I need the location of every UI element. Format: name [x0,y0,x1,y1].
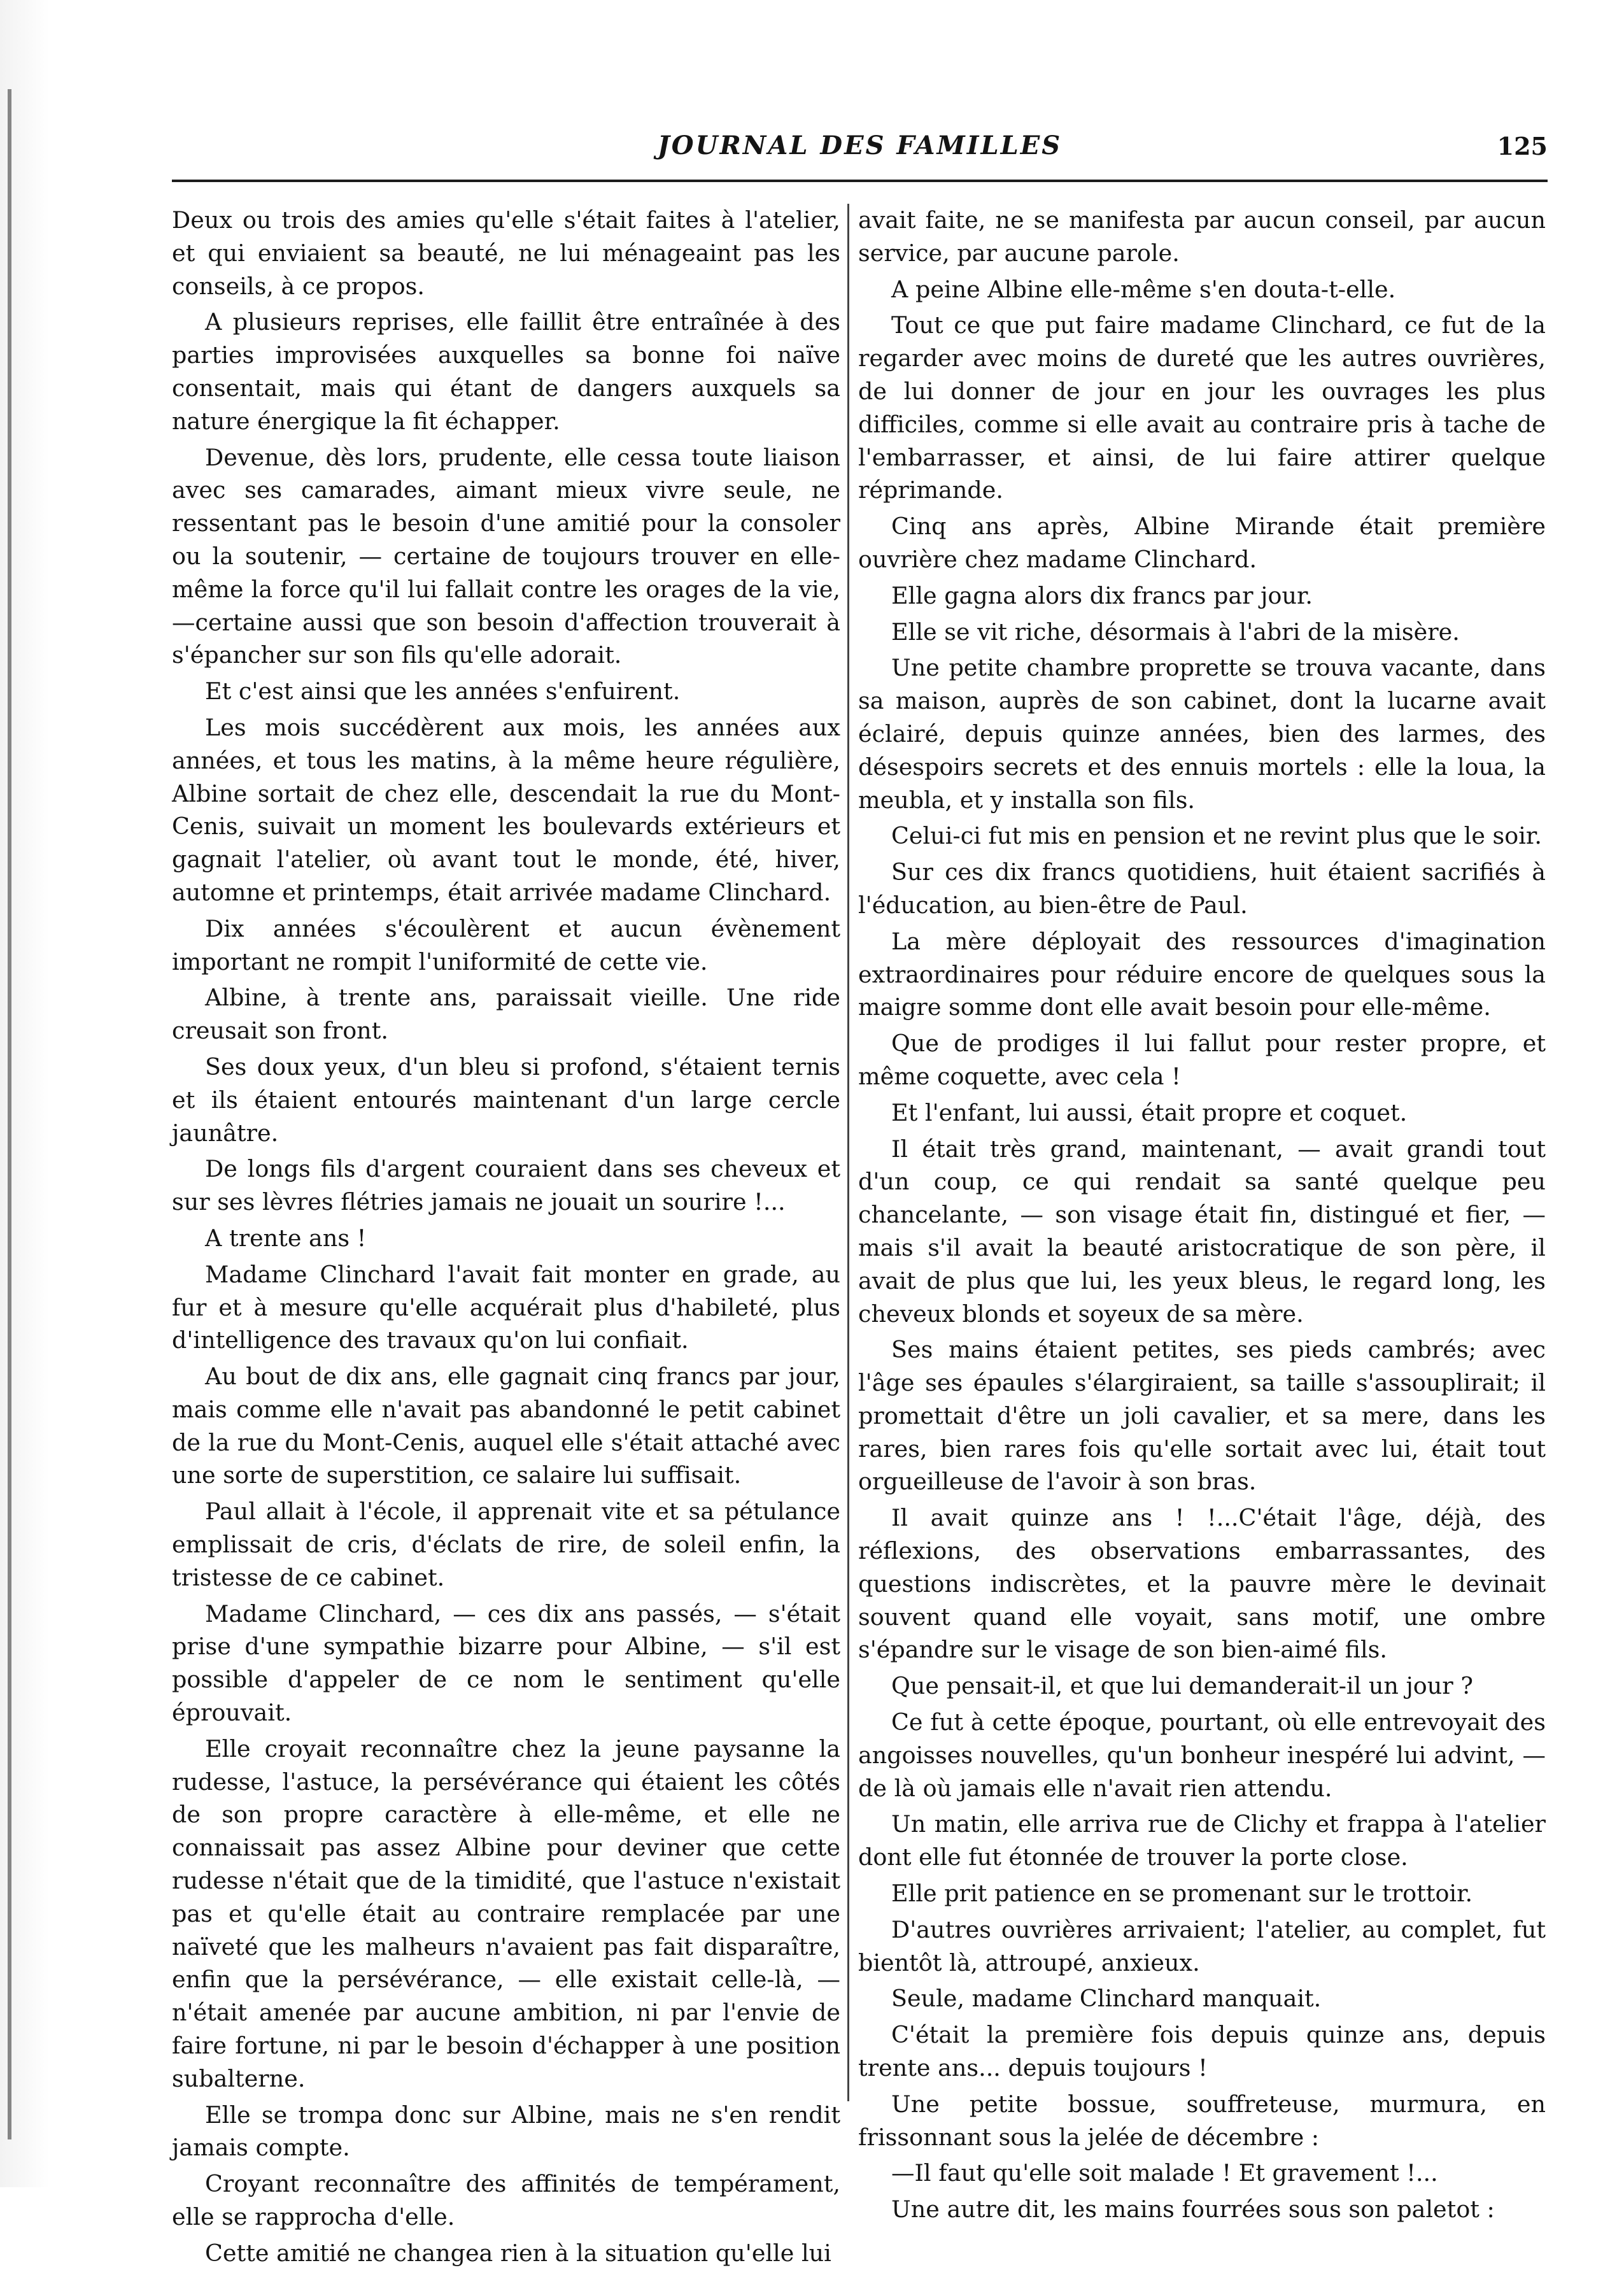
binding-edge [8,89,11,2139]
paragraph: Au bout de dix ans, elle gagnait cinq francs par jour, mais comme elle n'avait pas abandonné le petit cabinet de la rue du Mont-Cenis, auquel elle s'était attaché avec une sorte de superstition, ce salaire lui suffisait. [172,1363,840,1489]
paragraph: Devenue, dès lors, prudente, elle cessa toute liaison avec ses camarades, aimant mieux vivre seule, ne ressentant pas le besoin d'une amitié pour la consoler ou la soutenir, — certaine de toujours trouver en elle-même la force qu'il lui fallait contre les orages de la vie,—certaine aussi que son besoin d'affection trouverait à s'épancher sur son fils qu'elle adorait. [172,443,840,669]
right-column [858,204,1546,2224]
page-number: 125 [1497,132,1548,160]
paragraph: Que de prodiges il lui fallut pour rester propre, et même coquette, avec cela ! [858,1030,1546,1090]
paragraph: Que pensait-il, et que lui demanderait-il un jour ? [891,1672,1473,1700]
paragraph: Et l'enfant, lui aussi, était propre et coquet. [891,1098,1408,1126]
paragraph: Les mois succédèrent aux mois, les années aux années, et tous les matins, à la même heure régulière, Albine sortait de chez elle, descendait la rue du Mont-Cenis, suivait un moment les boulevards extérieurs et gagnait l'atelier, où avant tout le monde, été, hiver, automne et printemps, était arrivée madame Clinchard. [172,713,840,906]
paragraph: Croyant reconnaître des affinités de tempérament, elle se rapprocha d'elle. [172,2170,840,2231]
paragraph: Ses doux yeux, d'un bleu si profond, s'étaient ternis et ils étaient entourés maintenant d'un large cercle jaunâtre. [172,1053,840,1147]
paragraph: Elle se vit riche, désormais à l'abri de la misère. [891,618,1460,646]
paragraph: Sur ces dix francs quotidiens, huit étaient sacrifiés à l'éducation, au bien-être de Paul. [858,858,1546,919]
paragraph: Elle se trompa donc sur Albine, mais ne s'en rendit jamais compte. [172,2101,840,2162]
paragraph: Cinq ans après, Albine Mirande était première ouvrière chez madame Clinchard. [858,513,1546,573]
paragraph: Madame Clinchard l'avait fait monter en grade, au fur et à mesure qu'elle acquérait plus d'habileté, plus d'intelligence des travaux qu'on lui confiait. [172,1260,840,1354]
paragraph: Une petite chambre proprette se trouva vacante, dans sa maison, auprès de son cabinet, dont la lucarne avait éclairé, depuis quinze années, bien des larmes, des désespoirs secrets et des ennuis mortels : elle la loua, la meubla, et y installa son fils. [858,654,1546,814]
paragraph: Celui-ci fut mis en pension et ne revint plus que le soir. [891,822,1542,850]
paragraph: Elle croyait reconnaître chez la jeune paysanne la rudesse, l'astuce, la persévérance qui étaient les côtés de son propre caractère à elle-même, et elle ne connaissait pas assez Albine pour deviner que cette rudesse n'était que de la timidité, que l'astuce n'existait pas et qu'elle était au contraire remplacée par une naïveté que les malheurs n'avaient pas fait disparaître, enfin que la persévérance, — elle existait celle-là, — n'était amenée par aucune ambition, ni par l'envie de faire fortune, ni par le besoin d'échapper à une position subalterne. [172,1734,840,2092]
paragraph: Madame Clinchard, — ces dix ans passés, — s'était prise d'une sympathie bizarre pour Albine, — s'il est possible d'appeler de ce nom le sentiment qu'elle éprouvait. [172,1600,840,1727]
paragraph: —Il faut qu'elle soit malade ! Et gravement !... [891,2159,1438,2187]
page-header [172,131,1548,175]
paragraph: Deux ou trois des amies qu'elle s'était faites à l'atelier, et qui enviaient sa beauté, ne lui ménageaint pas les conseils, à ce propos. [172,206,840,300]
paragraph: Il avait quinze ans ! !...C'était l'âge, déjà, des réflexions, des observations embarrassantes, des questions indiscrètes, et la pauvre mère le devinait souvent quand elle voyait, sans motif, une ombre s'épandre sur le visage de son bien-aimé fils. [858,1504,1546,1664]
paragraph: Seule, madame Clinchard manquait. [891,1985,1322,2013]
paragraph: La mère déployait des ressources d'imagination extraordinaires pour réduire encore de quelques sous la maigre somme dont elle avait besoin pour elle-même. [858,927,1546,1021]
paragraph: Ce fut à cette époque, pourtant, où elle entrevoyait des angoisses nouvelles, qu'un bonheur inespéré lui advint, — de là où jamais elle n'avait rien attendu. [858,1708,1546,1802]
paragraph: Il était très grand, maintenant, — avait grandi tout d'un coup, ce qui rendait sa santé quelque peu chancelante, — son visage était fin, distingué et fier, — mais s'il avait la beauté aristocratique de son père, il avait de plus que lui, les yeux bleus, le regard long, les cheveux blonds et soyeux de sa mère. [858,1135,1546,1328]
header-rule [172,180,1548,182]
paragraph: Un matin, elle arriva rue de Clichy et frappa à l'atelier dont elle fut étonnée de trouver la porte close. [858,1810,1546,1871]
journal-title: JOURNAL DES FAMILLES [657,131,1063,160]
paragraph: Une petite bossue, souffreteuse, murmura, en frissonnant sous la jelée de décembre : [858,2090,1546,2151]
column-divider [847,204,849,2101]
paragraph: Paul allait à l'école, il apprenait vite et sa pétulance emplissait de cris, d'éclats de rire, de soleil enfin, la tristesse de ce cabinet. [172,1498,840,1591]
paragraph: Dix années s'écoulèrent et aucun évènement important ne rompit l'uniformité de cette vie. [172,914,840,975]
paragraph: D'autres ouvrières arrivaient; l'atelier, au complet, fut bientôt là, attroupé, anxieux. [858,1915,1546,1976]
paragraph: C'était la première fois depuis quinze ans, depuis trente ans... depuis toujours ! [858,2021,1546,2082]
paragraph: avait faite, ne se manifesta par aucun conseil, par aucun service, par aucune parole. [858,206,1546,267]
paragraph: A trente ans ! [205,1224,367,1252]
left-column [172,204,840,2267]
paragraph: Une autre dit, les mains fourrées sous son paletot : [891,2196,1495,2224]
paragraph: Tout ce que put faire madame Clinchard, ce fut de la regarder avec moins de dureté que les autres ouvrières, de lui donner de jour en jour les ouvrages les plus difficiles, comme si elle avait au contraire pris à tache de l'embarrasser, et ainsi, de lui faire attirer quelque réprimande. [858,311,1546,504]
paragraph: Elle gagna alors dix francs par jour. [891,581,1313,609]
paragraph: Albine, à trente ans, paraissait vieille. Une ride creusait son front. [172,984,840,1045]
paragraph: Ses mains étaient petites, ses pieds cambrés; avec l'âge ses épaules s'élargiraient, sa taille s'assouplirait; il promettait d'être un joli cavalier, et sa mere, dans les rares, bien rares fois qu'elle sortait avec lui, était tout orgueilleuse de l'avoir à son bras. [858,1336,1546,1496]
paragraph: Elle prit patience en se promenant sur le trottoir. [891,1880,1473,1908]
paragraph: De longs fils d'argent couraient dans ses cheveux et sur ses lèvres flétries jamais ne jouait un sourire !... [172,1155,840,1216]
paragraph: Et c'est ainsi que les années s'enfuirent. [205,677,681,706]
paragraph: Cette amitié ne changea rien à la situation qu'elle lui [205,2239,831,2267]
paragraph: A peine Albine elle-même s'en douta-t-elle. [891,275,1396,303]
paragraph: A plusieurs reprises, elle faillit être entraînée à des parties improvisées auxquelles sa bonne foi naïve consentait, mais qui étant de dangers auxquels sa nature énergique la fit échapper. [172,308,840,435]
